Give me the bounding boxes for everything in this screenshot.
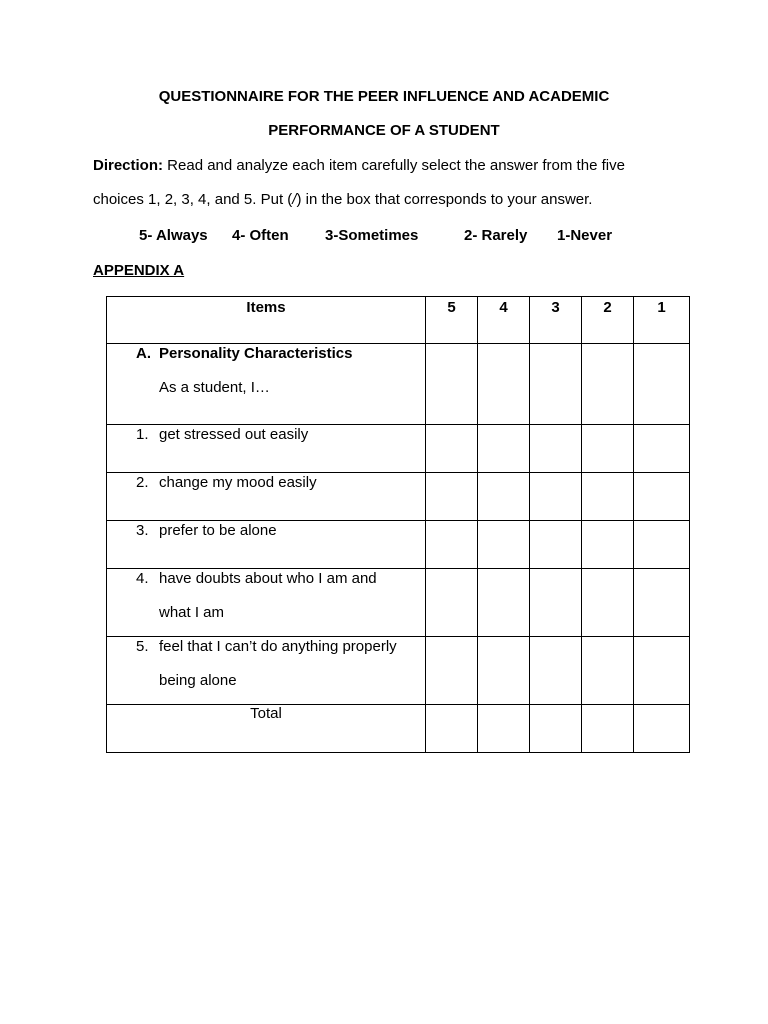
item-cell [107, 473, 426, 521]
section-title: Personality Characteristics [159, 345, 353, 362]
item-number: 2. [136, 474, 149, 491]
item-text: change my mood easily [159, 474, 317, 491]
answer-box-2[interactable] [582, 425, 634, 473]
item-number: 1. [136, 426, 149, 443]
section-row [107, 344, 690, 425]
table-header-row [107, 297, 690, 344]
table-row [107, 521, 690, 569]
table-row [107, 569, 690, 637]
item-text-continued: what I am [159, 604, 225, 621]
check-mark-symbol: / [292, 191, 297, 208]
total-box-2[interactable] [582, 705, 634, 753]
header-5: 5 [426, 297, 478, 344]
item-cell [107, 425, 426, 473]
total-row [107, 705, 690, 753]
table-row [107, 637, 690, 705]
direction-line1 [93, 157, 693, 174]
direction-label: Direction: [93, 157, 164, 174]
answer-box-2[interactable] [582, 569, 634, 637]
header-2: 2 [582, 297, 634, 344]
appendix-heading: APPENDIX A [93, 262, 185, 279]
item-text: feel that I can’t do anything properly [159, 638, 397, 655]
direction-text-2b: ) in the box that corresponds to your answer. [296, 191, 593, 208]
header-1: 1 [634, 297, 690, 344]
answer-box-1[interactable] [634, 425, 690, 473]
item-cell [107, 569, 426, 637]
scale-rarely: 2- Rarely [464, 227, 528, 244]
answer-box-1[interactable] [634, 344, 690, 425]
answer-box-1[interactable] [634, 569, 690, 637]
answer-box-4[interactable] [478, 344, 530, 425]
answer-box-2[interactable] [582, 344, 634, 425]
answer-box-3[interactable] [530, 425, 582, 473]
answer-box-2[interactable] [582, 473, 634, 521]
total-label: Total [107, 705, 426, 753]
answer-box-3[interactable] [530, 569, 582, 637]
section-marker: A. [136, 345, 151, 362]
answer-box-3[interactable] [530, 473, 582, 521]
scale-sometimes: 3-Sometimes [325, 227, 419, 244]
answer-box-5[interactable] [426, 569, 478, 637]
section-subtitle: As a student, I… [159, 379, 270, 396]
table-row [107, 425, 690, 473]
item-text-continued: being alone [159, 672, 237, 689]
answer-box-5[interactable] [426, 473, 478, 521]
answer-box-3[interactable] [530, 637, 582, 705]
page-title-line1: QUESTIONNAIRE FOR THE PEER INFLUENCE AND ACADEMIC [158, 88, 610, 105]
answer-box-2[interactable] [582, 637, 634, 705]
direction-line2 [93, 191, 693, 208]
item-text: have doubts about who I am and [159, 570, 377, 587]
answer-box-4[interactable] [478, 521, 530, 569]
answer-box-1[interactable] [634, 637, 690, 705]
answer-box-4[interactable] [478, 425, 530, 473]
page-title-line2: PERFORMANCE OF A STUDENT [268, 122, 500, 139]
answer-box-4[interactable] [478, 569, 530, 637]
scale-often: 4- Often [232, 227, 289, 244]
answer-box-5[interactable] [426, 425, 478, 473]
section-cell [107, 344, 426, 425]
item-number: 4. [136, 570, 149, 587]
table-row [107, 473, 690, 521]
answer-box-4[interactable] [478, 473, 530, 521]
item-text: prefer to be alone [159, 522, 277, 539]
header-3: 3 [530, 297, 582, 344]
header-items: Items [107, 297, 426, 344]
answer-box-4[interactable] [478, 637, 530, 705]
total-box-3[interactable] [530, 705, 582, 753]
scale-never: 1-Never [557, 227, 613, 244]
answer-box-2[interactable] [582, 521, 634, 569]
header-4: 4 [478, 297, 530, 344]
answer-box-3[interactable] [530, 344, 582, 425]
item-text: get stressed out easily [159, 426, 309, 443]
answer-box-1[interactable] [634, 521, 690, 569]
total-box-1[interactable] [634, 705, 690, 753]
item-number: 5. [136, 638, 149, 655]
answer-box-5[interactable] [426, 637, 478, 705]
total-box-5[interactable] [426, 705, 478, 753]
answer-box-5[interactable] [426, 521, 478, 569]
scale-always: 5- Always [139, 227, 208, 244]
item-cell [107, 637, 426, 705]
questionnaire-table [106, 296, 690, 753]
answer-box-5[interactable] [426, 344, 478, 425]
direction-text: Read and analyze each item carefully select the answer from the five [163, 157, 625, 174]
item-number: 3. [136, 522, 149, 539]
direction-text-2a: choices 1, 2, 3, 4, and 5. Put ( [93, 191, 293, 208]
item-cell [107, 521, 426, 569]
answer-box-3[interactable] [530, 521, 582, 569]
answer-box-1[interactable] [634, 473, 690, 521]
total-box-4[interactable] [478, 705, 530, 753]
